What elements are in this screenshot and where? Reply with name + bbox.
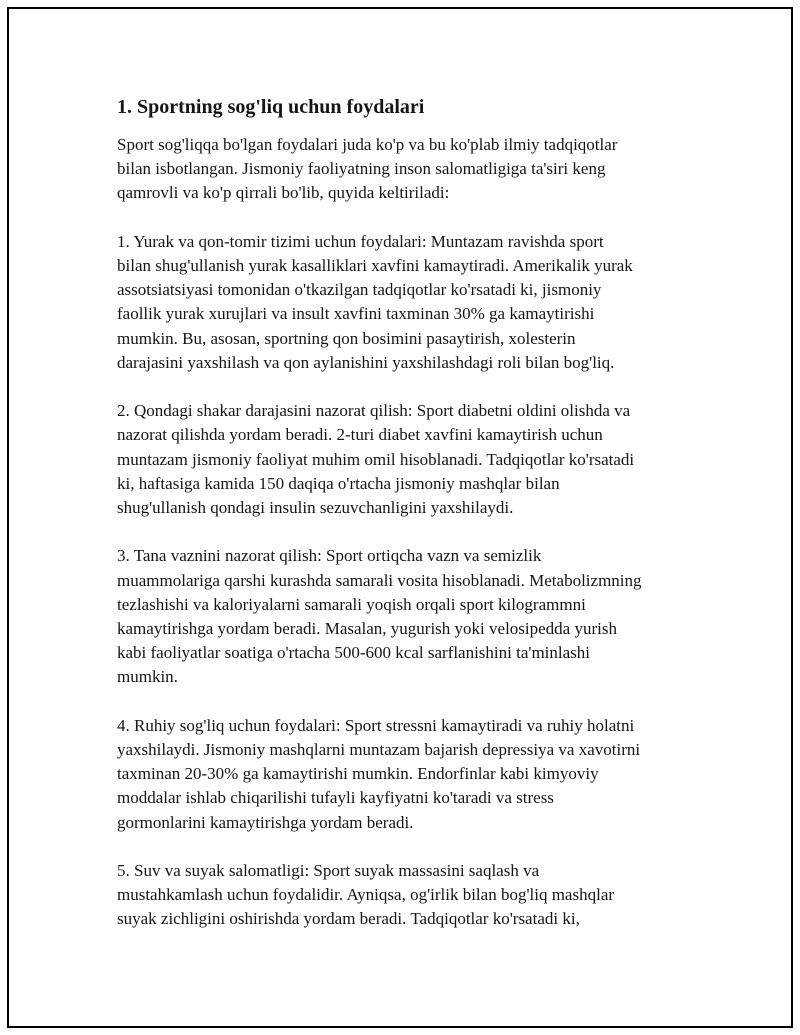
paragraph-line: darajasini yaxshilash va qon aylanishini yaxshilashdagi roli bilan bog'liq. [117,352,615,372]
paragraph-item-3 [117,544,737,689]
paragraph-line: bilan isbotlangan. Jismoniy faoliyatning inson salomatligiga ta'siri keng [117,159,606,179]
paragraph-line: bilan shug'ullanish yurak kasalliklari xavfini kamaytiradi. Amerikalik yurak [117,256,633,275]
paragraph-intro [117,133,737,206]
paragraph-line: muntazam jismoniy faoliyat muhim omil hisoblanadi. Tadqiqotlar ko'rsatadi [117,449,635,469]
paragraph-line: yaxshilaydi. Jismoniy mashqlarni muntazam bajarish depressiya va xavotirni [117,740,641,760]
paragraph-line: kabi faoliyatlar soatiga o'rtacha 500-600 kcal sarflanishini ta'minlashi [117,643,591,663]
paragraph-line: 4. Ruhiy sog'liq uchun foydalari: Sport stressni kamaytiradi va ruhiy holatni [117,715,635,735]
paragraph-line: kamaytirishga yordam beradi. Masalan, yugurish yoki velosipedda yurish [117,619,617,639]
paragraph-line: mumkin. Bu, asosan, sportning qon bosimini pasaytirish, xolesterin [117,328,576,348]
paragraph-line: taxminan 20-30% ga kamaytirishi mumkin. Endorfinlar kabi kimyoviy [117,764,599,784]
paragraph-line: suyak zichligini oshirishda yordam beradi. Tadqiqotlar ko'rsatadi ki, [117,909,580,929]
paragraph-line: ki, haftasiga kamida 150 daqiqa o'rtacha jismoniy mashqlar bilan [117,473,560,493]
paragraph-line: 2. Qondagi shakar darajasini nazorat qilish: Sport diabetni oldini olishda va [117,401,631,421]
paragraph-line: assotsiatsiyasi tomonidan o'tkazilgan tadqiqotlar ko'rsatadi ki, jismoniy [117,280,602,300]
document-page [117,94,737,956]
paragraph-line: mustahkamlash uchun foydalidir. Ayniqsa, og'irlik bilan bog'liq mashqlar [117,885,615,905]
paragraph-line: 1. Yurak va qon-tomir tizimi uchun foydalari: Muntazam ravishda sport [117,231,604,251]
paragraph-item-1 [117,230,737,375]
paragraph-item-4 [117,714,737,835]
paragraph-line: faollik yurak xurujlari va insult xavfini taxminan 30% ga kamaytirishi [117,304,595,324]
paragraph-line: qamrovli va ko'p qirrali bo'lib, quyida keltiriladi: [117,183,450,203]
paragraph-line: 3. Tana vaznini nazorat qilish: Sport ortiqcha vazn va semizlik [117,546,542,566]
paragraph-line: 5. Suv va suyak salomatligi: Sport suyak massasini saqlash va [117,861,540,881]
paragraph-line: mumkin. [117,667,178,687]
paragraph-item-5 [117,859,737,932]
paragraph-line: shug'ullanish qondagi insulin sezuvchanligini yaxshilaydi. [117,498,514,518]
section-heading: 1. Sportning sog'liq uchun foydalari [117,96,425,118]
paragraph-line: nazorat qilishda yordam beradi. 2-turi diabet xavfini kamaytirish uchun [117,425,603,445]
paragraph-line: Sport sog'liqqa bo'lgan foydalari juda ko'p va bu ko'plab ilmiy tadqiqotlar [117,135,618,154]
paragraph-line: gormonlarini kamaytirishga yordam beradi. [117,812,414,832]
paragraph-line: muammolariga qarshi kurashda samarali vosita hisoblanadi. Metabolizmning [117,570,642,590]
paragraph-line: moddalar ishlab chiqarilishi tufayli kayfiyatni ko'taradi va stress [117,788,554,808]
paragraph-item-2 [117,399,737,520]
paragraph-line: tezlashishi va kaloriyalarni samarali yoqish orqali sport kilogrammni [117,594,586,614]
